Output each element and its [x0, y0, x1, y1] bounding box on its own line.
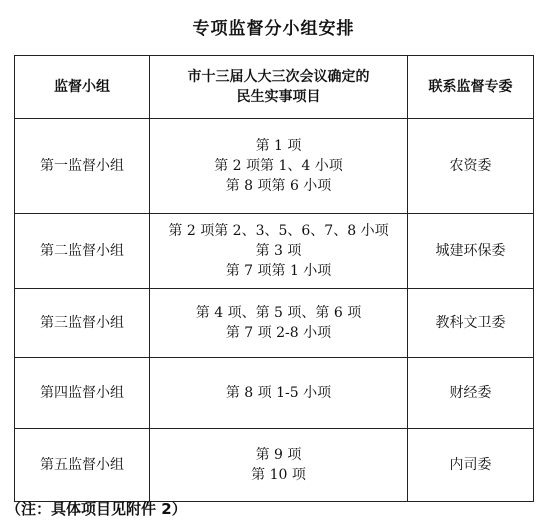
item-line: 第 8 项 1-5 小项	[225, 385, 332, 401]
header-items	[150, 56, 408, 119]
item-line: 第 9 项	[255, 447, 302, 463]
items-cell	[150, 358, 408, 429]
group-cell: 第二监督小组	[15, 214, 150, 289]
committee-cell: 财经委	[408, 358, 534, 429]
item-line: 第 2 项第 1、4 小项	[214, 158, 343, 174]
item-line: 第 1 项	[255, 138, 302, 154]
item-line: 第 10 项	[251, 467, 306, 483]
header-items-line: 市十三届人大三次会议确定的	[187, 69, 370, 85]
page-title: 专项监督分小组安排	[192, 19, 355, 39]
header-committee: 联系监督专委	[408, 56, 534, 119]
table-header-row	[15, 56, 534, 119]
table-row	[15, 429, 534, 502]
item-line: 第 7 项第 1 小项	[225, 263, 332, 279]
group-cell: 第一监督小组	[15, 119, 150, 214]
committee-cell: 农资委	[408, 119, 534, 214]
item-line: 第 8 项第 6 小项	[225, 178, 332, 194]
items-cell	[150, 429, 408, 502]
header-group: 监督小组	[15, 56, 150, 119]
items-cell	[150, 119, 408, 214]
table-row	[15, 119, 534, 214]
committee-cell: 教科文卫委	[408, 289, 534, 358]
item-line: 第 3 项	[255, 243, 302, 259]
table-row	[15, 289, 534, 358]
group-cell: 第三监督小组	[15, 289, 150, 358]
item-line: 第 4 项、第 5 项、第 6 项	[195, 305, 362, 321]
committee-cell: 城建环保委	[408, 214, 534, 289]
item-line: 第 2 项第 2、3、5、6、7、8 小项	[168, 223, 389, 239]
items-cell	[150, 289, 408, 358]
item-line: 第 7 项 2-8 小项	[225, 325, 332, 341]
committee-cell: 内司委	[408, 429, 534, 502]
group-cell: 第四监督小组	[15, 358, 150, 429]
footnote: （注：具体项目见附件 2）	[6, 500, 187, 518]
table-row	[15, 358, 534, 429]
header-items-line: 民生实事项目	[236, 89, 321, 105]
group-cell: 第五监督小组	[15, 429, 150, 502]
items-cell	[150, 214, 408, 289]
supervision-schedule-table	[14, 55, 534, 502]
table-row	[15, 214, 534, 289]
